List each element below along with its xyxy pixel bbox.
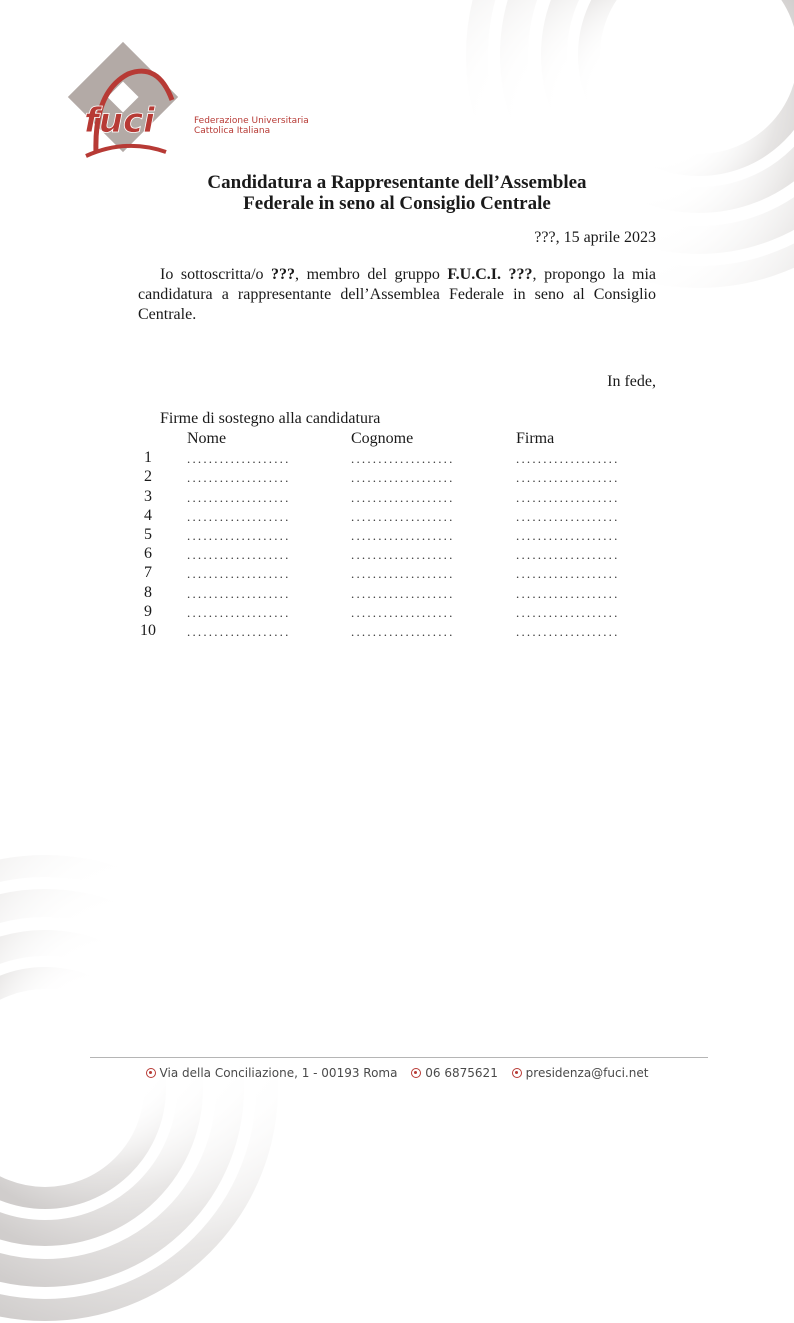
email-icon xyxy=(512,1068,522,1078)
row-number: 8 xyxy=(144,583,152,601)
cognome-field[interactable]: ................... xyxy=(351,451,455,467)
firma-field[interactable]: ................... xyxy=(516,451,620,467)
firma-field[interactable]: ................... xyxy=(516,566,620,582)
nome-field[interactable]: ................... xyxy=(187,470,291,486)
statement-prefix: Io sottoscritta/o xyxy=(160,266,272,283)
cognome-field[interactable]: ................... xyxy=(351,508,455,524)
footer-contacts xyxy=(0,1066,794,1081)
statement-suffix: , propongo la mia candidatura a rappresentante dell’Assemblea Federale in seno al Consiglio Centrale. xyxy=(138,266,657,323)
row-number: 4 xyxy=(144,506,152,524)
footer-phone xyxy=(411,1066,498,1080)
firma-field[interactable]: ................... xyxy=(516,470,620,486)
firma-field[interactable]: ................... xyxy=(516,604,620,620)
candidate-name-placeholder: ??? xyxy=(271,266,296,283)
row-number: 10 xyxy=(140,621,156,639)
document-title xyxy=(0,172,794,214)
fuci-logo xyxy=(66,52,326,164)
firma-field[interactable]: ................... xyxy=(516,489,620,505)
nome-field[interactable]: ................... xyxy=(187,508,291,524)
nome-field[interactable]: ................... xyxy=(187,547,291,563)
title-line-2: Federale in seno al Consiglio Centrale xyxy=(243,193,551,214)
nome-field[interactable]: ................... xyxy=(187,585,291,601)
org-name-line-1: Federazione Universitaria xyxy=(194,116,309,126)
row-number: 6 xyxy=(144,545,152,563)
nome-field[interactable]: ................... xyxy=(187,566,291,582)
logo-wordmark-icon xyxy=(66,52,186,164)
candidacy-statement xyxy=(138,265,656,325)
email-text[interactable]: presidenza@fuci.net xyxy=(525,1066,649,1080)
title-line-1: Candidatura a Rappresentante dell’Assemblea xyxy=(207,172,587,193)
address-text: Via della Conciliazione, 1 - 00193 Roma xyxy=(159,1066,398,1080)
cognome-field[interactable]: ................... xyxy=(351,527,455,543)
row-number: 7 xyxy=(144,564,152,582)
row-number: 3 xyxy=(144,487,152,505)
svg-text:fuci: fuci xyxy=(84,101,155,141)
closing-text: In fede, xyxy=(607,373,656,390)
signatures-title: Firme di sostegno alla candidatura xyxy=(160,410,381,427)
nome-field[interactable]: ................... xyxy=(187,527,291,543)
decorative-staircase-bottom-left xyxy=(0,853,280,1323)
nome-field[interactable]: ................... xyxy=(187,489,291,505)
location-pin-icon xyxy=(146,1068,156,1078)
row-number: 1 xyxy=(144,449,152,467)
row-number: 5 xyxy=(144,525,152,543)
firma-field[interactable]: ................... xyxy=(516,508,620,524)
cognome-field[interactable]: ................... xyxy=(351,489,455,505)
nome-field[interactable]: ................... xyxy=(187,451,291,467)
phone-text: 06 6875621 xyxy=(425,1066,498,1080)
firma-field[interactable]: ................... xyxy=(516,585,620,601)
row-number: 2 xyxy=(144,468,152,486)
cognome-field[interactable]: ................... xyxy=(351,585,455,601)
group-name: F.U.C.I. ??? xyxy=(447,266,533,283)
firma-field[interactable]: ................... xyxy=(516,623,620,639)
header-cognome: Cognome xyxy=(351,430,414,447)
organization-name xyxy=(194,116,309,136)
org-name-line-2: Cattolica Italiana xyxy=(194,126,271,136)
nome-field[interactable]: ................... xyxy=(187,604,291,620)
footer-email xyxy=(512,1066,649,1080)
document-date: ???, 15 aprile 2023 xyxy=(534,229,656,246)
statement-middle: , membro del gruppo xyxy=(295,266,448,283)
header-nome: Nome xyxy=(187,430,227,447)
firma-field[interactable]: ................... xyxy=(516,547,620,563)
firma-field[interactable]: ................... xyxy=(516,527,620,543)
cognome-field[interactable]: ................... xyxy=(351,470,455,486)
footer-address xyxy=(146,1066,398,1080)
cognome-field[interactable]: ................... xyxy=(351,604,455,620)
cognome-field[interactable]: ................... xyxy=(351,566,455,582)
header-firma: Firma xyxy=(516,430,555,447)
nome-field[interactable]: ................... xyxy=(187,623,291,639)
footer-divider xyxy=(90,1057,708,1058)
cognome-field[interactable]: ................... xyxy=(351,547,455,563)
row-number: 9 xyxy=(144,602,152,620)
phone-icon xyxy=(411,1068,421,1078)
cognome-field[interactable]: ................... xyxy=(351,623,455,639)
